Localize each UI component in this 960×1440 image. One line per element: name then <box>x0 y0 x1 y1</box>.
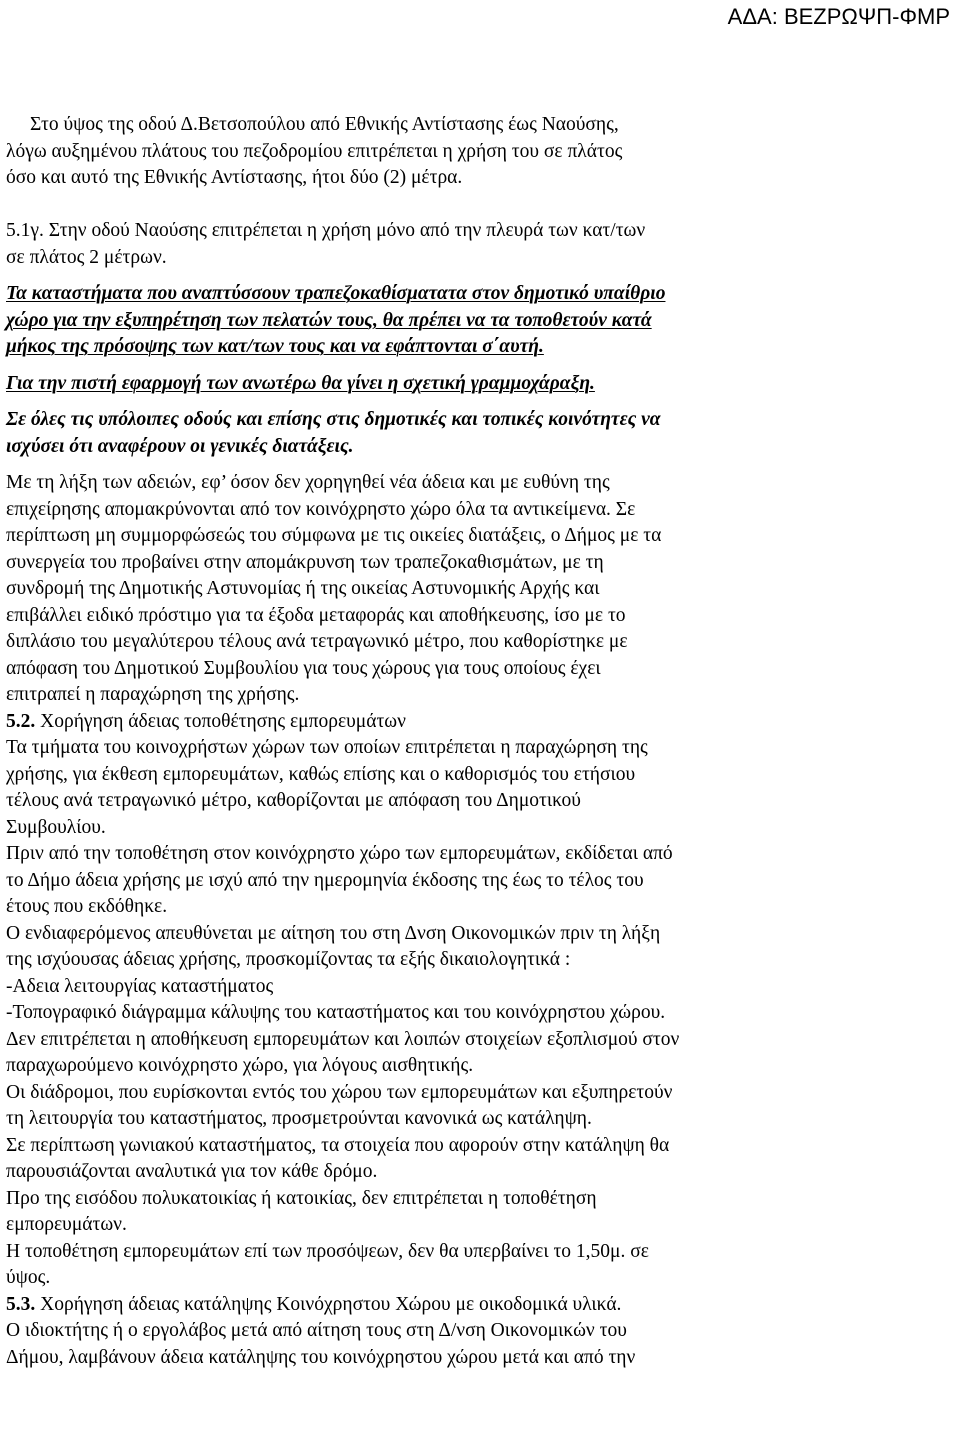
text-line: έτους που εκδόθηκε. <box>6 896 168 917</box>
text-line: Ο ιδιοκτήτης ή ο εργολάβος μετά από αίτηση τους στη Δ/νση Οικονομικών του <box>6 1320 627 1341</box>
text-line: Τα καταστήματα που αναπτύσσουν τραπεζοκαθίσματατα στον δημοτικό υπαίθριο <box>6 283 666 304</box>
section-title: Χορήγηση άδειας τοποθέτησης εμπορευμάτων <box>35 710 406 732</box>
text-line: επιβάλλει ειδικό πρόστιμο για τα έξοδα μεταφοράς και αποθήκευσης, ίσο με το <box>6 604 626 626</box>
text-line: Η τοποθέτηση εμπορευμάτων επί των προσόψεων, δεν θα υπερβαίνει το 1,50μ. σε <box>6 1240 649 1262</box>
text-line: Δεν επιτρέπεται η αποθήκευση εμπορευμάτων και λοιπών στοιχείων εξοπλισμού στον <box>6 1028 680 1050</box>
text-line: επιτραπεί η παραχώρηση της χρήσης. <box>6 684 300 705</box>
paragraph-store-placement <box>6 281 950 361</box>
text-line: Με τη λήξη των αδειών, εφ’ όσον δεν χορηγηθεί νέα άδεια και με ευθύνη της <box>6 472 610 493</box>
text-line: Συμβουλίου. <box>6 816 106 838</box>
section-number: 5.2. <box>6 710 36 732</box>
text-line: συνεργεία του προβαίνει στην απομάκρυνση των τραπεζοκαθισμάτων, με τη <box>6 551 604 573</box>
text-line: όσο και αυτό της Εθνικής Αντίστασης, ήτοι δύο (2) μέτρα. <box>6 167 463 188</box>
text-line: διπλάσιο του μεγαλύτερου τέλους ανά τετραγωνικό μέτρο, που καθορίστηκε με <box>6 631 628 652</box>
section-number: 5.3. <box>6 1293 36 1315</box>
paragraph-merchandise <box>6 735 950 1292</box>
text-line: 5.1γ. Στην οδού Ναούσης επιτρέπεται η χρήση μόνο από την πλευρά των κατ/των <box>6 220 646 241</box>
text-line: σε πλάτος 2 μέτρων. <box>6 246 167 268</box>
text-line: Στο ύψος της οδού Δ.Βετσοπούλου από Εθνικής Αντίστασης έως Ναούσης, <box>30 114 619 135</box>
text-line: τέλους ανά τετραγωνικό μέτρο, καθορίζονται με απόφαση του Δημοτικού <box>6 790 581 811</box>
text-line: περίπτωση μη συμμορφώσεώς του σύμφωνα με τις οικείες διατάξεις, ο Δήμος με τα <box>6 525 662 546</box>
text-line: μήκος της πρόσοψης των κατ/των τους και να εφάπτονται σ΄αυτή. <box>6 336 544 357</box>
text-line: -Τοπογραφικό διάγραμμα κάλυψης του καταστήματος και του κοινόχρηστου χώρου. <box>6 1002 666 1023</box>
text-line: παραχωρούμενο κοινόχρηστο χώρο, για λόγους αισθητικής. <box>6 1055 474 1076</box>
paragraph-building-materials <box>6 1318 950 1371</box>
text-line: τη λειτουργία του καταστήματος, προσμετρούνται κανονικά ως κατάληψη. <box>6 1108 592 1129</box>
text-line: Σε περίπτωση γωνιακού καταστήματος, τα στοιχεία που αφορούν στην κατάληψη θα <box>6 1134 670 1156</box>
paragraph-general-provisions <box>6 407 950 460</box>
document-id-header: ΑΔΑ: ΒΕΖΡΩΨΠ-ΦΜΡ <box>727 4 950 29</box>
paragraph-vetsopoulou <box>6 112 950 192</box>
text-line: Για την πιστή εφαρμογή των ανωτέρω θα γίνει η σχετική γραμμοχάραξη. <box>6 372 595 394</box>
text-line: λόγω αυξημένου πλάτους του πεζοδρομίου επιτρέπεται η χρήση του σε πλάτος <box>6 140 623 162</box>
text-line: απόφαση του Δημοτικού Συμβουλίου για τους χώρους για τους οποίους έχει <box>6 657 601 679</box>
text-line: Οι διάδρομοι, που ευρίσκονται εντός του χώρου των εμπορευμάτων και εξυπηρετούν <box>6 1081 673 1103</box>
section-heading-5-3 <box>6 1292 950 1319</box>
text-line: ισχύσει ότι αναφέρουν οι γενικές διατάξεις. <box>6 435 354 457</box>
text-line: Δήμου, λαμβάνουν άδεια κατάληψης του κοινόχρηστου χώρου μετά και από την <box>6 1346 636 1368</box>
text-line: Σε όλες τις υπόλοιπες οδούς και επίσης στις δημοτικές και τοπικές κοινότητες να <box>6 409 661 430</box>
text-line: το Δήμο άδεια χρήσης με ισχύ από την ημερομηνία έκδοσης της έως το τέλος του <box>6 869 644 891</box>
text-line: Προ της εισόδου πολυκατοικίας ή κατοικίας, δεν επιτρέπεται η τοποθέτηση <box>6 1187 597 1209</box>
text-line: χρήσης, για έκθεση εμπορευμάτων, καθώς επίσης και ο καθορισμός του ετήσιου <box>6 763 636 785</box>
section-heading-5-2 <box>6 709 950 736</box>
text-line: ύψος. <box>6 1267 51 1288</box>
paragraph-license-expiry <box>6 470 950 709</box>
text-line: Ο ενδιαφερόμενος απευθύνεται με αίτηση του στη Δνση Οικονομικών πριν τη λήξη <box>6 922 661 944</box>
text-line: εμπορευμάτων. <box>6 1214 127 1235</box>
text-line: χώρο για την εξυπηρέτηση των πελατών τους, θα πρέπει να τα τοποθετούν κατά <box>6 309 652 331</box>
text-line: παρουσιάζονται αναλυτικά για τον κάθε δρόμο. <box>6 1161 378 1182</box>
text-line: -Αδεια λειτουργίας καταστήματος <box>6 975 274 997</box>
text-line: συνδρομή της Δημοτικής Αστυνομίας ή της οικείας Αστυνομικής Αρχής και <box>6 578 600 599</box>
text-line: Τα τμήματα του κοινοχρήστων χώρων των οποίων επιτρέπεται η παραχώρηση της <box>6 737 648 758</box>
paragraph-5-1c <box>6 218 950 271</box>
section-title: Χορήγηση άδειας κατάληψης Κοινόχρηστου Χώρου με οικοδομικά υλικά. <box>35 1293 622 1315</box>
paragraph-line-marking <box>6 371 950 398</box>
text-line: επιχείρησης απομακρύνονται από τον κοινόχρηστο χώρο όλα τα αντικείμενα. Σε <box>6 498 636 520</box>
text-line: Πριν από την τοποθέτηση στον κοινόχρηστο χώρο των εμπορευμάτων, εκδίδεται από <box>6 843 673 864</box>
document-body <box>6 112 950 1371</box>
text-line: της ισχύουσας άδειας χρήσης, προσκομίζοντας τα εξής δικαιολογητικά : <box>6 949 571 970</box>
